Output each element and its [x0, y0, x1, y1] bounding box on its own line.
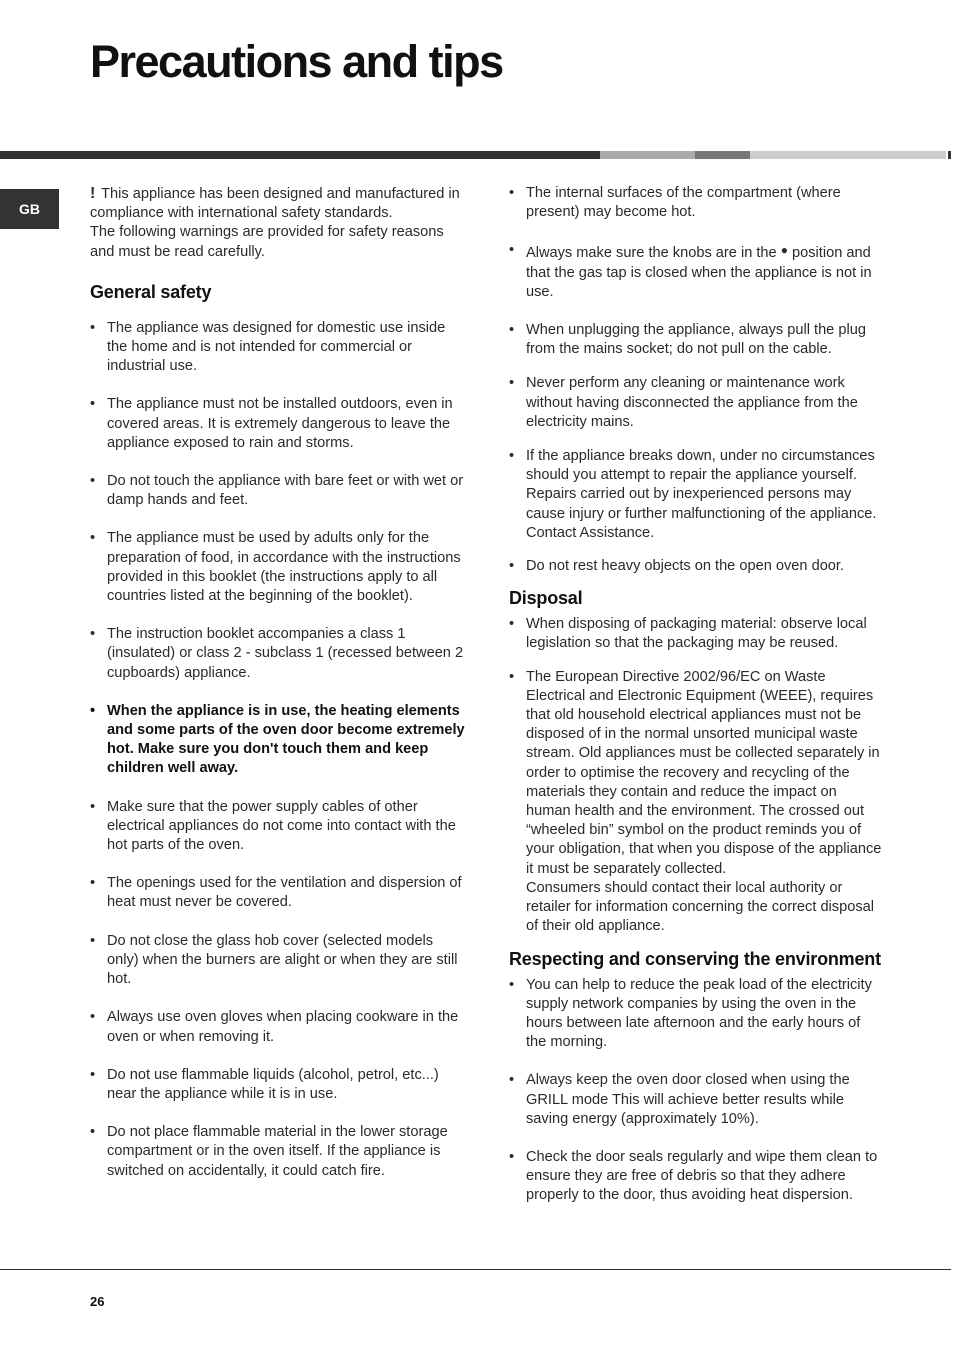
list-item: • Always use oven gloves when placing cookware in the oven or when removing it. [90, 1009, 459, 1045]
list-item: • Do not rest heavy objects on the open oven door. [509, 558, 845, 575]
footer-rule [0, 1269, 951, 1270]
list-item: • You can help to reduce the peak load of the electricity supply network companies by using the oven in the hours between late afternoon and the early hours of the morning. [509, 976, 872, 1051]
disposal-heading: Disposal [509, 588, 583, 609]
list-item: • Never perform any cleaning or maintenance work without having disconnected the appliance from the electricity mains. [509, 375, 858, 430]
list-item: • The appliance was designed for domestic use inside the home and is not intended for commercial or industrial use. [90, 319, 446, 375]
general-safety-list [90, 319, 465, 1181]
header-rule-light [750, 151, 946, 159]
general-safety-heading: General safety [90, 281, 212, 302]
list-item: • Do not place flammable material in the lower storage compartment or in the oven itself. If the appliance is switched on accidentally, it could catch fire. [90, 1124, 448, 1179]
page-title: Precautions and tips [90, 36, 503, 87]
list-item: • The appliance must not be installed outdoors, even in covered areas. It is extremely dangerous to leave the appliance exposed to rain and storms. [90, 396, 453, 451]
list-item: • When unplugging the appliance, always pull the plug from the mains socket; do not pull on the cable. [509, 322, 866, 358]
warning-mark: ! [90, 185, 96, 202]
right-column [509, 184, 884, 1206]
safety-list-continued [509, 184, 884, 576]
header-rule-gray [695, 151, 750, 159]
disposal-list [509, 615, 884, 936]
list-item: • If the appliance breaks down, under no circumstances should you attempt to repair the appliance yourself. Repairs carried out by inexperienced persons may cause injury or further malfunctioning of the appliance. Contact Assistance. [509, 448, 877, 541]
list-item: • Check the door seals regularly and wipe them clean to ensure they are free of debris so that they adhere properly to the door, thus avoiding heat dispersion. [509, 1148, 878, 1204]
list-item: • The instruction booklet accompanies a class 1 (insulated) or class 2 - subclass 1 (recessed between 2 cupboards) appliance. [90, 626, 464, 681]
header-rule-dark [0, 151, 600, 159]
list-item: • The internal surfaces of the compartment (where present) may become hot. [509, 185, 841, 221]
intro-line-1: This appliance has been designed and manufactured in compliance with international safety standards. [90, 186, 460, 222]
intro-line-2: The following warnings are provided for safety reasons and must be read carefully. [90, 224, 444, 260]
header-rule-end [948, 151, 951, 159]
list-item: • The European Directive 2002/96/EC on Waste Electrical and Electronic Equipment (WEEE), requires that old household electrical appliances must not be disposed of in the normal unsorted municipal waste stream. Old appliances must be collected separately in order to optimise the recovery and recycling of the materials they contain and reduce the impact on human health and the environment. The crossed out “wheeled bin” symbol on the product reminds you of your obligation, that when you dispose of the appliance it must be separately collected. Consumers should contact their local authority or retailer for information concerning the correct disposal of their old appliance. [509, 668, 882, 935]
language-tab: GB [0, 189, 59, 229]
list-item-warning: • When the appliance is in use, the heating elements and some parts of the oven door become extremely hot. Make sure you don't touch them and keep children well away. [90, 702, 465, 777]
page-number: 26 [90, 1294, 105, 1309]
list-item: • Do not close the glass hob cover (selected models only) when the burners are alight or when they are still hot. [90, 932, 458, 988]
list-item: • Always keep the oven door closed when using the GRILL mode This will achieve better results while saving energy (approximately 10%). [509, 1072, 850, 1127]
list-item: • Do not use flammable liquids (alcohol, petrol, etc...) near the appliance while it is in use. [90, 1066, 439, 1102]
header-rule-mid [600, 151, 695, 159]
off-position-icon: ● [780, 243, 788, 258]
list-item: • Make sure that the power supply cables of other electrical appliances do not come into contact with the hot parts of the oven. [90, 798, 456, 854]
list-item: • The openings used for the ventilation and dispersion of heat must never be covered. [90, 875, 462, 911]
list-item: • Do not touch the appliance with bare feet or with wet or damp hands and feet. [90, 473, 464, 509]
list-item: • The appliance must be used by adults only for the preparation of food, in accordance with the instructions provided in this booklet (the instructions apply to all countries listed at the beginning of the booklet). [90, 530, 461, 605]
environment-heading: Respecting and conserving the environment [509, 948, 881, 969]
left-column [90, 184, 465, 1181]
intro-paragraph [90, 184, 465, 262]
list-item: • Always make sure the knobs are in the ● position and that the gas tap is closed when the appliance is not in use. [509, 242, 872, 300]
list-item: • When disposing of packaging material: observe local legislation so that the packaging may be reused. [509, 616, 867, 652]
environment-list [509, 976, 884, 1206]
disposal-continuation: Consumers should contact their local authority or retailer for information concerning the correct disposal of their old appliance. [526, 879, 874, 935]
